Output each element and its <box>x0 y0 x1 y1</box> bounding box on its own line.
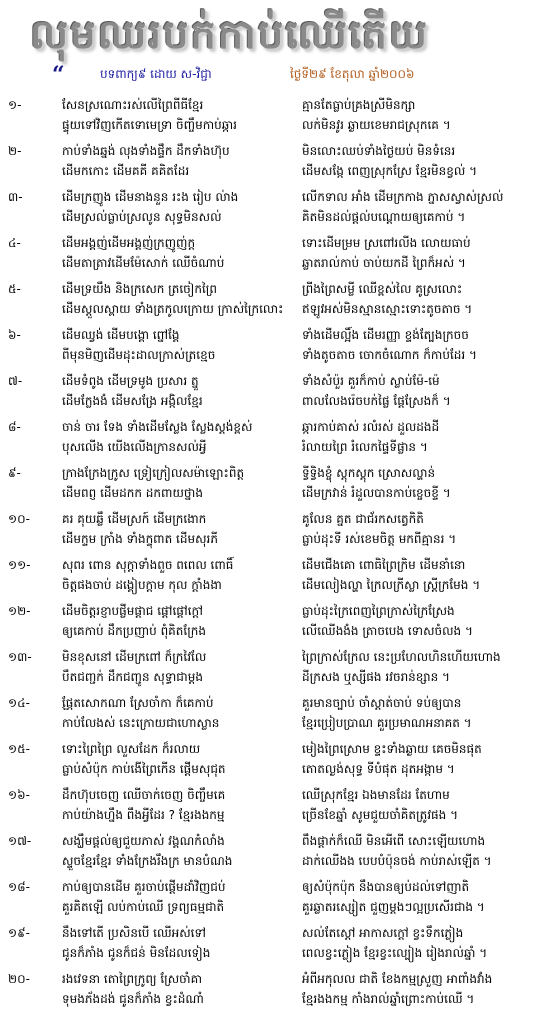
left-verse-line: ដើមកកោះ ដើមគគី គគិតដែរ <box>62 164 190 178</box>
right-verse-line: ដើមលៀងល្ហា ក្រៃលក្រីស្លា ស្ត្រីក្រមែង ។ <box>302 578 481 592</box>
left-verse-line: សែនស្រណោះរស់លើព្រៃពីធីខ្មែរ <box>62 98 204 112</box>
stanza-number: ៧- <box>8 374 23 388</box>
right-verse-line: រំលាយព្រៃ រំលេកផ្ទៃទីផ្លាន ។ <box>302 440 428 454</box>
stanza <box>0 92 557 138</box>
right-verse-line: លក់មិនវូរ ឆ្ងាយខេមរាជស្រុកគេ ។ <box>302 118 451 132</box>
left-verse-line: ដើមចិត្តរខ្ញាបផ្លីមផ្តាជ ផ្តៅផ្តៅក្តៅ <box>62 604 203 618</box>
left-verse-line: ពីមុនមិញដើមដុះដាលក្រាស់ត្រខ្មេច <box>62 348 216 362</box>
stanza-number: ៩- <box>8 466 21 480</box>
date-line: ថ្ងៃទី២៩ ខែតុលា ឆ្នាំ២០០៦ <box>290 67 415 81</box>
right-verse-line: អំពីអកុលល ជាតិ ខែងកម្មស្រួញ អាពាំងវាំង <box>302 972 493 986</box>
stanza-list <box>0 92 557 1012</box>
stanza-number: ១៧- <box>8 834 32 848</box>
stanza-number: ៤- <box>8 236 21 250</box>
right-verse-line: មៀងព្រៃស្រោម ខ្ទះទាំងឆ្ងាយ គេចមិនផុត <box>302 742 482 756</box>
stanza <box>0 506 557 552</box>
right-verse-line: តោតល្ងង់សុទ្ធ ទីបំផុត ដុតអង្កាម ។ <box>302 762 455 776</box>
right-verse-line: លើឈើងងំង ត្រាចបេង ទោសចំលង ។ <box>302 624 473 638</box>
left-verse-line: បឹតជញ្ជក់ ដឹកជញ្ជូន សុទ្ធាជាម្តង <box>62 670 203 684</box>
stanza <box>0 230 557 276</box>
left-verse-line: ចិត្តផងចាប់ ដង្គៀបក្តាម កុល ក្តាំងងា <box>62 578 222 592</box>
right-verse-line: ដាក់ឈើងង បេបបំប៉ុនចង់ កាប់រាស់ឡើត ។ <box>302 854 492 868</box>
stanza <box>0 920 557 966</box>
stanza-number: ១៥- <box>8 742 30 756</box>
right-verse-line: គួរមានច្បាប់ ចាំស្តាត់ចាប់ ទប់ឲ្យបាន <box>302 696 462 710</box>
left-verse-line: ជូនក៏ភាំង ជូនក៏ជន់ មិនដែលទៀង <box>62 946 211 960</box>
left-verse-line: ឲ្យគេកាប់ ដឹកប្រញាប់ ពុំគិតក្រែង <box>62 624 207 638</box>
right-verse-line: ខ្មែរប្រៀបប្រាណ គួរប្រមាណអនាគត ។ <box>302 716 472 730</box>
poem-title: លុមឈរបក់កាប់ឈើតើយ <box>30 11 429 58</box>
right-verse-line: គិតមិនដល់ផ្តល់បណ្តោយឲ្យគេកាប់ ។ <box>302 210 466 224</box>
left-verse-line: ធ្លាប់សំប៉ុក កាប់ងើព្រៃកើន ផ្តើមសុជុត <box>62 762 226 776</box>
stanza <box>0 690 557 736</box>
left-verse-line: មិនខុសនៅ ដើមក្រពៅ ក៏ក្រវៃលែ <box>62 650 207 664</box>
stanza <box>0 828 557 874</box>
right-verse-line: ដីក្រសង ឬស្សីផង រវចរាន់ខ្សាន ។ <box>302 670 450 684</box>
stanza-number: ១០- <box>8 512 30 526</box>
right-verse-line: ឥឡូវអស់មិនស្មានស្មោះទោះតូចតាច ។ <box>302 302 473 316</box>
left-verse-line: ដើមឈ្វង់ ដើមបង្គោ ព្នៅង្គែ <box>62 328 180 342</box>
left-verse-line: នឹងទៅតើ ប្រសិនបើ ឈើអស់ទៅ <box>62 926 206 940</box>
left-verse-line: ក្រាងក្រែងក្រូស ទ្រៀក្រៀលសម៉ាឡោះពិត្ត <box>62 466 245 480</box>
stanza-number: ១២- <box>8 604 31 618</box>
stanza <box>0 184 557 230</box>
author-line: បទពាក្យ៩ ដោយ ស-វិជ្ជា <box>100 67 212 81</box>
right-verse-line: ច្រើនខែឆ្នាំ សូមជួយចាំគិតត្រូវផង ។ <box>302 808 458 822</box>
stanza <box>0 138 557 184</box>
stanza <box>0 966 557 1012</box>
right-verse-line: មិនលោះឈប់ទាំងថ្ងៃយប់ មិនទំនេរ <box>302 144 456 158</box>
right-verse-line: គ្មានតែធ្លាប់គ្រងស្រីមិនក្សា <box>302 98 416 112</box>
left-verse-line: កាប់ទាំងឆ្នង់ លុងទាំងផ្ទឹក ដឹកទាំងហ៊ុប <box>62 144 230 158</box>
right-verse-line: សល់តែស្តៅ អាកាសក្តៅ ខ្វះទឹកភ្លៀង <box>302 926 464 940</box>
right-verse-line: ទាំងដើមល្អិ៍ង ដើមរញ្ញា ខ្ទង់ត្បែងក្រចច <box>302 328 469 342</box>
right-verse-line: ព្រីងព្រៃសម្លី ឈើខ្ពស់លៃ គូស្រលោះ <box>302 282 463 296</box>
right-verse-line: ឲ្យសំប៉ុកប៉ុក នឹងបានឲ្យប់ដល់ទៅញាតិ <box>302 880 470 894</box>
stanza-number: ២០- <box>8 972 30 986</box>
right-verse-line: ទាំងសំប៉ួរ គួរក៏កាប់ ស្លាប់ម៉ែ-ម៉េ <box>302 374 440 388</box>
stanza <box>0 552 557 598</box>
stanza-number: ១៨- <box>8 880 30 894</box>
stanza-number: ១- <box>8 98 22 112</box>
left-verse-line: ដើមទ្រយឹង និងក្រសេក ត្រចៀកព្រៃ <box>62 282 217 296</box>
right-verse-line: ដើមជើងគោ ពោធិព្រៃក្រិម ដើមនាំនោ <box>302 558 466 572</box>
stanza <box>0 368 557 414</box>
right-verse-line: ដើមសង្កែ ពេញស្រុកស្រែ ខ្មែរមិនខ្វល់ ។ <box>302 164 478 178</box>
right-verse-line: ទោះដើមម្រម ស្រពៅរលីង លោយធាប់ <box>302 236 471 250</box>
stanza <box>0 414 557 460</box>
stanza-number: ៦- <box>8 328 21 342</box>
stanza-number: ២- <box>8 144 22 158</box>
left-verse-line: ដើមទំពូង ដើមទ្រមូង ប្រសារ ត្នួ <box>62 374 199 388</box>
stanza-number: ៥- <box>8 282 21 296</box>
left-verse-line: ដើមស្តួលស្ពាយ ទាំងត្រកូលក្រោយ ក្រាស់ក្រៃលោះ <box>62 302 284 316</box>
left-verse-line: បុសលើង យើងលើងក្រានសល់អ្វី <box>62 440 207 454</box>
right-verse-line: ឆ្ការកាប់គាស់ រលំរស់ ដួលដងដី <box>302 420 440 434</box>
stanza-number: ៣- <box>8 190 23 204</box>
stanza <box>0 598 557 644</box>
stanza <box>0 276 557 322</box>
left-verse-line: ដើមអង្គញ់ដើមអង្គញ់ក្រញូញ់ក្ត <box>62 236 196 250</box>
stanza <box>0 874 557 920</box>
stanza-number: ១៣- <box>8 650 32 664</box>
right-verse-line: ពឹងផ្តាក់ក៏ឈើ មិនអើពើ សោះឡើយហោង <box>302 834 486 848</box>
left-verse-line: ដើមពព្ញ ដើមដកក ដកពាយថ្នាង <box>62 486 203 500</box>
left-verse-line: កាប់យ៉ាងហ្នឹង ពឹងអ្វីដែរ ? ខ្មែរងងកម្ម <box>62 808 225 822</box>
left-verse-line: ដើមស្រល់ធ្លាប់ស្រលូន សុទ្ធមិនសល់ <box>62 210 222 224</box>
left-verse-line: ដើមក្លែងងំ ដើមសង្រែ អង្កិលខ្មែរ <box>62 394 203 408</box>
right-verse-line: ធ្លាប់ដុះក្រៃពេញព្រៃក្រាស់ក្រៃស្រែង <box>302 604 455 618</box>
stanza <box>0 782 557 828</box>
left-verse-line: ចាន់ ចារ ទែង ទាំងដើមស្លែង ស្លែងស្តង់ខ្ពស់ <box>62 420 253 434</box>
stanza-number: ៨- <box>8 420 21 434</box>
left-verse-line: ដឹកហ៊ុបចេញ ឈើចាក់ចេញ ចិញ្ចឹមគេ <box>62 788 226 802</box>
stanza <box>0 736 557 782</box>
right-verse-line: ឆ្លាតរាល់កាប់ ចាប់យកដី ព្រៃក៏អស់ ។ <box>302 256 466 270</box>
left-verse-line: រងវេទនា តោព្រៃក្រូព្យ ស្រែចាំគា <box>62 972 202 986</box>
stanza <box>0 460 557 506</box>
left-verse-line: ផ្ទុយទៅវិញកើតទោមេទ្រា ចិញ្ចឹមកាប់ឆ្ការ <box>62 118 237 132</box>
right-verse-line: គូលែន គ្នត ជាជ័រកសត្វេកិតិ <box>302 512 424 526</box>
stanza-number: ១៤- <box>8 696 30 710</box>
right-verse-line: ឈើស្រុកខ្មែរ ឯងមានដែរ តែហាម <box>302 788 450 802</box>
right-verse-line: លើកទាល អាំង ដើមក្រកាង ភ្នាសស្វាស់ស្រល់ <box>302 190 504 204</box>
left-verse-line: សង្ឃឹមផ្តល់ឲ្យជួយភាស់ វង្គណកំលាំង <box>62 834 225 848</box>
left-verse-line: ទោះព្រៃព្រៃ លួសដែក ក៏រលាយ <box>62 742 201 756</box>
left-verse-line: ដើមតាត្រាវដើមម៉ែសោក់ ឈើចំណាប់ <box>62 256 225 270</box>
left-verse-line: ដើមក្រញូង ដើមនាងនួន រះង រៀប ល់ាង <box>62 190 239 204</box>
right-verse-line: ព្រៃក្រាស់ក្រែល នេះប្រហែលហិនហើយហោង <box>302 650 501 664</box>
right-verse-line: ទាំងតូចតាច ចោកចំណោក ក៏កាប់ដែរ ។ <box>302 348 477 362</box>
stanza-number: ១១- <box>8 558 31 572</box>
left-verse-line: ស្ទួចខ្មែរខ្មែរ ទាំងក្រែងរឹងក្រ មានបំណង <box>62 854 233 868</box>
left-verse-line: កាប់លែងស់ នេះក្រោយជាហោស្លាន <box>62 716 220 730</box>
right-verse-line: ពាលលែងរ៉េចបក់ផ្លៃ ផ្តែស្រែងក៏ ។ <box>302 394 451 408</box>
left-verse-line: កាប់ឲ្យបានដើម គួរចាប់ផ្តើមដាំវិញជប់ <box>62 880 226 894</box>
stanza <box>0 644 557 690</box>
stanza-number: ១៦- <box>8 788 30 802</box>
left-verse-line: គរ គុយឆ្លឹ ដើមស្រក៍ ដើមក្រងោក <box>62 512 207 526</box>
right-verse-line: ដើមក្រវាន់ រំដួលបានកាប់ខ្ចេចខ្ទី ។ <box>302 486 451 500</box>
right-verse-line: ខ្មែរងងកម្ម កាំងរាល់ឆ្នាំព្រោះកាប់ឈើ ។ <box>302 992 475 1006</box>
right-verse-line: គួរឆ្លាតរស្សៀត ជួញម្តងៗល្អប្រសើរជាង ។ <box>302 900 485 914</box>
left-verse-line: ផ្ណែតសោកណា ស្រែចាំកា ក៏គេកាប់ <box>62 696 214 710</box>
right-verse-line: ទ្វីទ្វិងខ្ចុំ ស្តុកស្តុក ស្រោសល្ហាន់ <box>302 466 436 480</box>
left-verse-line: ទុមងភ័ងដង់ ជូនក៏ភាំង ខ្វះដំណាំ <box>62 992 204 1006</box>
quote-mark: “ <box>52 62 65 88</box>
left-verse-line: សុពរ ពោន សុក្តាទាំងពួច ពពេល ពោធិ៍ <box>62 558 234 572</box>
right-verse-line: ពេលខ្វះភ្លៀង ខ្មែរខ្វះល្បៀង រៀងរាល់ឆ្នាំ ។ <box>302 946 488 960</box>
stanza <box>0 322 557 368</box>
stanza-number: ១៩- <box>8 926 30 940</box>
left-verse-line: ដើមក្ទម ក្រាំង ទាំងក្ទុពាត ដើមសុរភី <box>62 532 218 546</box>
right-verse-line: ធ្លាប់ដុះទី រស់ខេមចិត្ត មកពីគ្មានរ ។ <box>302 532 457 546</box>
left-verse-line: គួរគិតឡើ លប់កាប់ឈើ ទ្រព្យធម្មជាតិ <box>62 900 225 914</box>
